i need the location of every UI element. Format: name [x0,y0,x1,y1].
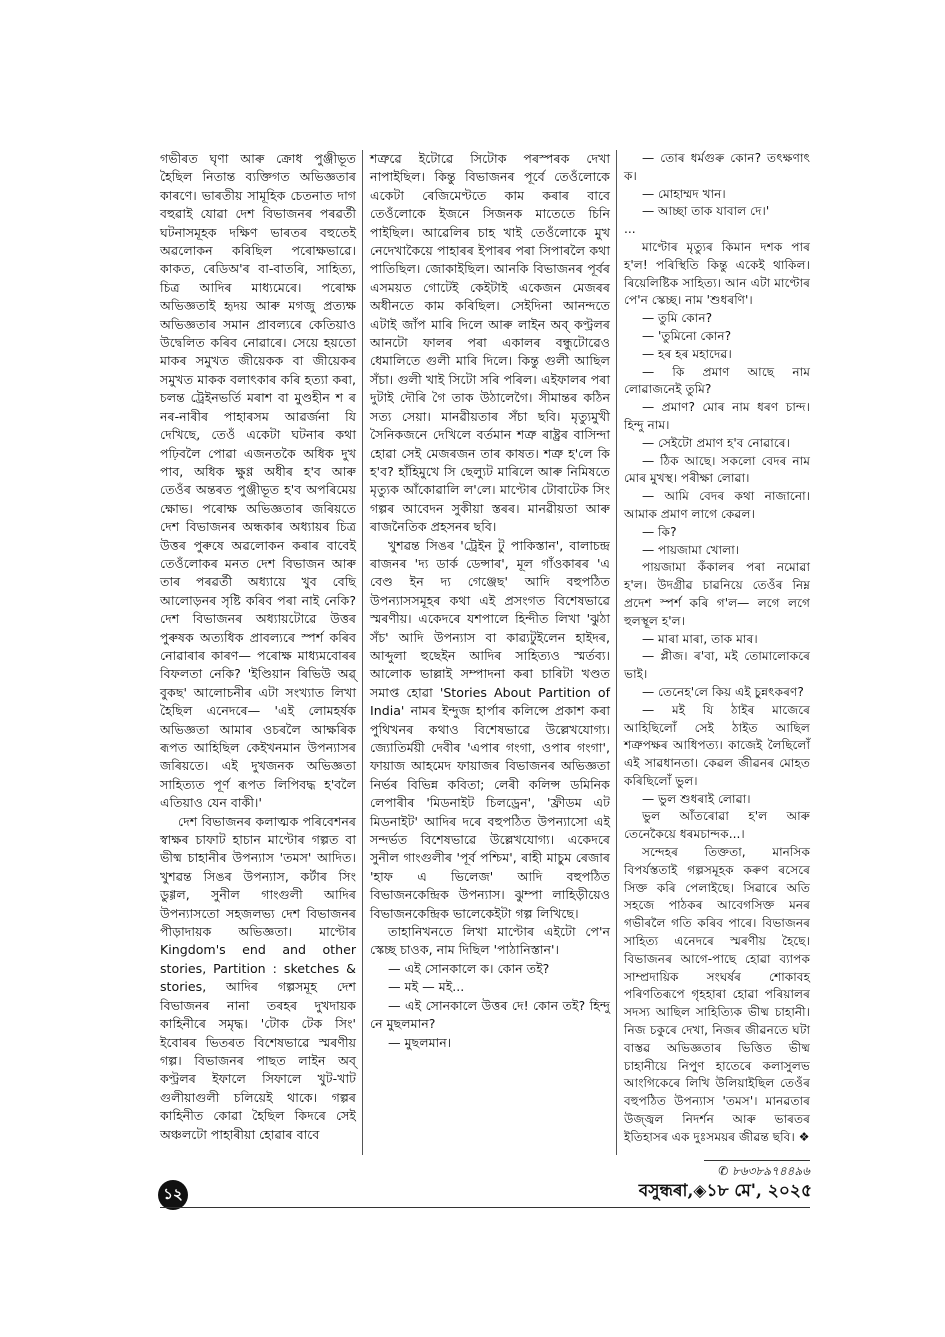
paragraph: মাণ্টোৰ মৃত্যুৰ কিমান দশক পাৰ হ'ল! পৰিস্থিতি কিন্তু একেই থাকিল। ৰিয়েলিষ্টিক সাহিত্য। আন এটা মাণ্টোৰ পে'ন স্কেচ্ছ। নাম 'শুধৰণি'। [624,239,810,308]
column-divider-1 [362,150,363,1155]
masthead-date: বসুন্ধৰা,◈১৮ মে', ২০২৫ [638,1181,812,1201]
text-column-1 [160,150,356,1144]
paragraph: শত্ৰুৱে ইটোৱে সিটোক পৰস্পৰক দেখা নাপাইছিল। কিন্তু বিভাজনৰ পূৰ্বে তেওঁলোকে একেটা ৰেজিমেণ্টতে কাম কৰাৰ বাবে তেওঁলোকে ইজনে সিজনক মাতেতে চিনি পাইছিল। আৱেলিৰ চাহ খাই তেওঁলোকে মুখ নেদেখাকৈয়ে পাহাৰৰ ইপাৰৰ পৰা সিপাৰলৈ কথা পাতিছিল। জোকাইছিল। আনকি বিভাজনৰ পূৰ্বৰ এসময়ত গোটেই কেইটাই একেজন মেজৰৰ অধীনতে কাম কৰিছিল। সেইদিনা আনন্দতে এটাই জাঁপ মাৰি দিলে আৰু লাইন অব্ কণ্ট্ৰলৰ আনটো ফালৰ পৰা একালৰ বন্ধুটোৱেও ধেমালিতে গুলী মাৰি দিলে। কিন্তু গুলী আছিল সঁচা। গুলী খাই সিটো সৰি পৰিল। এইফালৰ পৰা দুটাই দৌৰি গৈ তাক উঠালেগৈ। সীমান্তৰ কঠিন সত্য সেয়া। মানৱীয়তাৰ সঁচা ছবি। মৃত্যুমুখী সৈনিকজনে দেখিলে বৰ্তমান শত্ৰু ৰাষ্ট্ৰৰ বাসিন্দা হোৱা সেই মেজৰজন তাৰ কাষত। শত্ৰু হ'লে কি হ'ব? হাঁহিমুখে সি ছেল্যুট মাৰিলে আৰু নিমিষতে মৃত্যুক আঁকোৱালি ল'লে। মাণ্টোৰ টোবাটেক সিং গল্পৰ আবেদন সুকীয়া স্তৰৰ। মানৱীয়তা আৰু ৰাজনৈতিক প্ৰহসনৰ ছবি। [370,151,610,535]
contact-number: ✆ ৮৬৩৮৯৭৪৪৯৬ [704,1160,810,1183]
page-number-badge: ১২ [158,1180,188,1210]
paragraph: — এই সোনকালে ক। কোন তই? [388,960,550,976]
paragraph: — মই — মই... [388,979,465,995]
paragraph: — তেনেহ'লে কিয় এই চুন্নৎকৰণ? [642,684,804,699]
paragraph: ভুল আঁতৰোৱা হ'ল আৰু তেনেকৈয়ে ধৰমচান্দক...। [624,809,810,842]
paragraph: — আমি বেদৰ কথা নাজানো। আমাক প্ৰমাণ লাগে কেৱল। [624,489,810,521]
paragraph: — মুছলমান। [388,1034,452,1050]
paragraph: — তোৰ ধৰ্মগুৰু কোন? তৎক্ষণাৎ ক। [624,151,810,183]
paragraph: দেশ বিভাজনৰ কলাত্মক পৰিবেশনৰ স্বাক্ষৰ চাফাট হাচান মাণ্টোৰ গল্পত বা ভীষ্ম চাহানীৰ উপন্যাস 'তমস' আদিত। খুশৱন্ত সিঙৰ উপন্যাস, কৰ্টাৰ সিং ডুগ্গল, সুনীল গাংগুলী আদিৰ উপন্যাসতো সহজলভ্য দেশ বিভাজনৰ পীড়াদায়ক অভিজ্ঞতা। মাণ্টোৰ Kingdom's end and other stories, Partition : sketches & stories, আদিৰ গল্পসমূহ দেশ বিভাজনৰ নানা তৰহৰ দুখদায়ক কাহিনীৰে সমৃদ্ধ। 'টোক টেক সিং' ইবোৰৰ ভিতৰত বিশেষভাৱে স্মৰণীয় গল্প। বিভাজনৰ পাছত লাইন অব্ কণ্ট্ৰলৰ ইফালে সিফালে খুট-খাট গুলীয়াগুলী চলিয়েই থাকে। গল্পৰ কাহিনীত কোৱা হৈছিল কিদৰে সেই অঞ্চলটো পাহাৰীয়া হোৱাৰ বাবে [160,813,356,1142]
paragraph: — ভুল শুধৰাই লোৱা। [642,791,751,806]
paragraph: — প্ৰমাণ? মোৰ নাম ধৰণ চান্দ। হিন্দু নাম। [624,400,810,432]
paragraph: — কি? [642,524,677,539]
footer-rule [160,1207,810,1208]
paragraph: — আচ্ছা তাক যাবাল দে।' [642,204,770,219]
paragraph: পায়জামা কঁকালৰ পৰা নমোৱা হ'ল। উদগ্ৰীৱ চাৱনিয়ে তেওঁৰ নিম্ন প্ৰদেশ স্পৰ্শ কৰি গ'ল— লগে লগে হুলস্থূল হ'ল। [624,560,810,628]
paragraph: ... [624,222,636,237]
paragraph: — ঠিক আছে। সকলো বেদৰ নাম মোৰ মুখস্থ। পৰীক্ষা লোৱা। [624,453,810,486]
paragraph: — হৰ হৰ মহাদেৱ। [642,346,732,361]
text-column-2 [370,150,610,1052]
paragraph: — মোহাম্মদ খান। [642,186,726,201]
paragraph: গভীৰত ঘৃণা আৰু ক্ৰোধ পুঞ্জীভূত হৈছিল নিতান্ত ব্যক্তিগত অভিজ্ঞতাৰ কাৰণে। ভাৰতীয় সামূহিক চেতনাত দাগ বহুৱাই যোৱা দেশ বিভাজনৰ পৰৱৰ্তী ঘটনাসমূহক দক্ষিণ ভাৰতৰ বহুতেই অৱলোকন কৰিছিল পৰোক্ষভাৱে। কাকত, ৰেডিঅ'ৰ বা-বাতৰি, সাহিত্য, চিত্ৰ আদিৰ মাধ্যমেৰে। পৰোক্ষ অভিজ্ঞতাই হৃদয় আৰু মগজু প্ৰত্যক্ষ অভিজ্ঞতাৰ সমান প্ৰাবল্যৰে কেতিয়াও উদ্বেলিত কৰিব নোৱাৰে। সেয়ে হয়তো মাকৰ সমুখত জীয়েকক বা জীয়েকৰ সমুখত মাকক বলাৎকাৰ কৰি হত্যা কৰা, চলন্ত ট্ৰেইনভৰ্তি মৰাশ বা মুণ্ডহীন শ ৰ নৰ-নাৰীৰ পাহাৰসম আৱৰ্জনা যি দেখিছে, তেওঁ একেটা ঘটনাৰ কথা পঢ়িবলৈ পোৱা এজনতকৈ অধিক দুখ পাব, অধিক ক্ষুণ্ণ অধীৰ হ'ব আৰু তেওঁৰ অন্তৰত পুঞ্জীভূত হ'ব অপৰিমেয় ক্ষোভ। পৰোক্ষ অভিজ্ঞতাৰ জৰিয়তে দেশ বিভাজনৰ অন্ধকাৰ অধ্যায়ৰ চিত্ৰ উত্তৰ পুৰুষে অৱলোকন কৰাৰ বাবেই তেওঁলোকৰ মনত দেশ বিভাজন আৰু তাৰ পৰৱৰ্তী অধ্যায়ে খুব বেছি আলোড়নৰ সৃষ্টি কৰিব পৰা নাই নেকি? দেশ বিভাজনৰ অধ্যায়টোৱে উত্তৰ পুৰুষক অত্যধিক প্ৰাবল্যৰে স্পৰ্শ কৰিব নোৱাৰাৰ কাৰণ— পৰোক্ষ মাধ্যমবোৰৰ বিফলতা নেকি? 'ইণ্ডিয়ান ৰিভিউ অৱ্ বুকছ' আলোচনীৰ এটা সংখ্যাত লিখা হৈছিল এনেদৰে— 'এই লোমহৰ্ষক অভিজ্ঞতা আমাৰ ওচৰলৈ আক্ষৰিক ৰূপত আহিছিল কেইখনমান উপন্যাসৰ জৰিয়তে। এই দুখজনক অভিজ্ঞতা সাহিত্যত পূৰ্ণ ৰূপত লিপিবদ্ধ হ'বলৈ এতিয়াও যেন বাকী।' [160,151,356,811]
paragraph: — এই সোনকালে উত্তৰ দে! কোন তই? হিন্দু নে মুছলমান? [370,997,610,1032]
paragraph: — মাৰা মাৰা, তাক মাৰ। [642,631,758,646]
paragraph: — কি প্ৰমাণ আছে নাম লোৱাজনেই তুমি? [624,364,810,397]
paragraph: — তুমি কোন? [642,311,713,326]
paragraph: — মই যি ঠাইৰ মাজেৰে আহিছিলোঁ সেই ঠাইত আছিল শত্ৰুপক্ষৰ আধিপত্য। কাজেই লৈছিলোঁ এই সাৱধানতা। কেৱল জীৱনৰ মোহত কৰিছিলোঁ ভুল। [624,702,810,788]
paragraph: — প্লীজ। ৰ'বা, মই তোমালোকৰে ভাই। [624,649,810,682]
paragraph: — সেইটো প্ৰমাণ হ'ব নোৱাৰে। [642,435,790,450]
text-column-3 [624,150,810,1147]
paragraph: খুশৱন্ত সিঙৰ 'ট্ৰেইন টু পাকিস্তান', বালাচন্দ্ৰ ৰাজনৰ 'দ্য ডাৰ্ক ডেন্সাৰ', মূল গাঁওকাৰৰ 'এ বেণ্ড ইন দ্য গেঞ্জেছ' আদি বহুপঠিত উপন্যাসসমূহৰ কথা এই প্ৰসংগত বিশেষভাৱে স্মৰণীয়। একেদৰে যশপালে হিন্দীত লিখা 'ঝুঠা সঁচ' আদি উপন্যাস বা কাৱ্যটুইলেন হাইদৰ, আব্দুলা হুছেইন আদিৰ সাহিত্যও স্মৰ্তব্য। আলোক ভাল্লাই সম্পাদনা কৰা চাৰিটা খণ্ডত সমাপ্ত হোৱা 'Stories About Partition of India' নামৰ ইন্দুজ হাৰ্পাৰ কলিন্সে প্ৰকাশ কৰা পুথিখনৰ কথাও বিশেষভাৱে উল্লেখযোগ্য। জ্যোতিৰ্ময়ী দেবীৰ 'এপাৰ গংগা, ওপাৰ গংগা', ফায়াজ আহমেদ ফায়াজৰ বিভাজনৰ অভিজ্ঞতা নিৰ্ভৰ বিভিন্ন কবিতা; লেৰী কলিন্স ডমিনিক লেপাৰীৰ 'মিডনাইট চিলড্ৰেন', 'ফ্ৰীডম এট মিডনাইট' আদিৰ দৰে বহুপঠিত উপন্যাসো এই সন্দৰ্ভত বিশেষভাৱে উল্লেখযোগ্য। একেদৰে সুনীল গাংগুলীৰ 'পূৰ্ব পশ্চিম', ৰাহী মাচুম ৰেজাৰ 'হাফ এ ভিলেজ' আদি বহুপঠিত বিভাজনকেন্দ্ৰিক উপন্যাস। ঝুম্পা লাহিড়ীয়েও বিভাজনকেন্দ্ৰিক ভালেকেইটা গল্প লিখিছে। [370,537,610,921]
column-divider-2 [616,150,617,1155]
paragraph: সন্দেহৰ তিক্ততা, মানসিক বিপৰ্যস্ততাই গল্পসমূহক কৰুণ ৰসেৰে সিক্ত কৰি পেলাইছে। সিৱাৰে অতি সহজে পাঠকৰ আবেগসিক্ত মনৰ গভীৰলৈ গতি কৰিব পাৰে। বিভাজনৰ সাহিত্য এনেদৰে স্মৰণীয় হৈছে। বিভাজনৰ আগে-পাছে হোৱা ব্যাপক সাম্প্ৰদায়িক সংঘৰ্ষৰ শোকাবহ পৰিণতিৰূপে গৃহহাৰা হোৱা পৰিয়ালৰ সদস্য আছিল সাহিত্যিক ভীষ্ম চাহানী। নিজ চকুৰে দেখা, নিজৰ জীৱনতে ঘটা বাস্তৱ অভিজ্ঞতাৰ ভিত্তিত ভীষ্ম চাহানীয়ে নিপুণ হাতেৰে কলাসুলভ আংগিকেৰে লিখি উলিয়াইছিল তেওঁৰ বহুপঠিত উপন্যাস 'তমস'। মানৱতাৰ উজ্জ্বল নিদৰ্শন আৰু ভাৰতৰ ইতিহাসৰ এক দুঃসময়ৰ জীৱন্ত ছবি। ❖ [624,845,810,1144]
paragraph: তাহানিখনতে লিখা মাণ্টোৰ এইটো পে'ন স্কেচ্ছ চাওক, নাম দিছিল 'পাঠানিস্তান'। [370,924,610,958]
paragraph: — পায়জামা খোলা। [642,542,740,557]
paragraph: — 'তুমিনো কোন? [642,328,732,343]
